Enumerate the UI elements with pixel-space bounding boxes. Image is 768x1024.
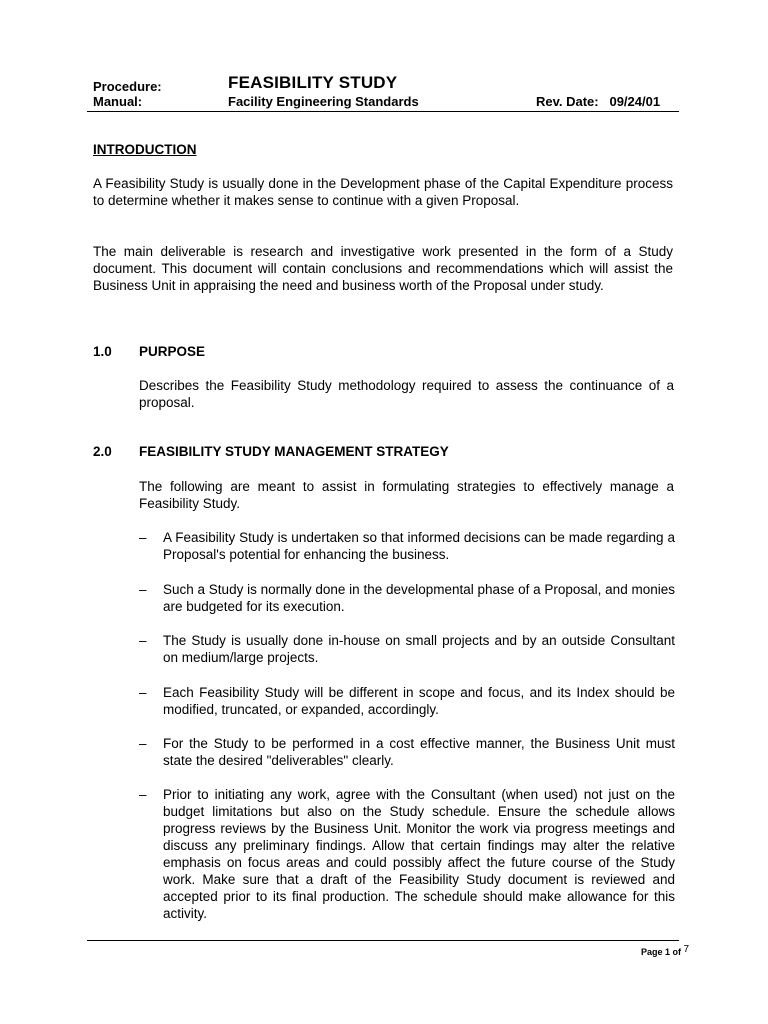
section-1-text: Describes the Feasibility Study methodology required to assess the continuance of a proposal. [139,378,674,410]
header-manual-row [93,94,679,112]
intro-paragraph-1: A Feasibility Study is usually done in the Development phase of the Capital Expenditure process to determine whether it makes sense to continue with a given Proposal. [93,176,673,208]
bullet-text: A Feasibility Study is undertaken so that informed decisions can be made regarding a Proposal's potential for enhancing the business. [163,530,675,562]
bullet-text: For the Study to be performed in a cost effective manner, the Business Unit must state the desired "deliverables" clearly. [163,736,675,768]
intro-paragraph-2: The main deliverable is research and investigative work presented in the form of a Study document. This document will contain conclusions and recommendations which will assist the Business Unit in appraising the need and business worth of the Proposal under study. [93,244,673,293]
bullet-text: Prior to initiating any work, agree with the Consultant (when used) not just on the budget limitations but also on the Study schedule. Ensure the schedule allows progress reviews by the Business Unit. Monitor the work via progress meetings and discuss any preliminary findings. Allow that certain findings may alter the relative emphasis on focus areas and could possibly affect the future course of the Study work. Make sure that a draft of the Feasibility Study document is reviewed and accepted prior to its final production. The schedule should make allowance for this activity. [163,787,675,921]
bullet-item [139,581,675,615]
dash-bullet: – [139,685,147,700]
procedure-label: Procedure: [93,79,162,94]
section-2-title: FEASIBILITY STUDY MANAGEMENT STRATEGY [139,444,449,459]
section-1-title: PURPOSE [139,344,206,359]
rev-date [536,94,660,109]
dash-bullet: – [139,530,147,545]
introduction-heading: INTRODUCTION [93,142,197,157]
footer-divider [87,940,679,941]
bullet-item [139,786,675,922]
dash-bullet: – [139,736,147,751]
bullet-item [139,684,675,718]
header-procedure-row [93,73,679,93]
rev-date-label: Rev. Date: [536,94,599,109]
bullet-text: The Study is usually done in-house on small projects and by an outside Consultant on medium/large projects. [163,633,675,665]
rev-date-value: 09/24/01 [609,94,661,109]
dash-bullet: – [139,633,147,648]
section-2-number: 2.0 [93,444,112,459]
bullet-text: Such a Study is normally done in the developmental phase of a Proposal, and monies are budgeted for its execution. [163,582,675,614]
manual-label: Manual: [93,94,143,109]
header-divider [87,111,679,112]
manual-value: Facility Engineering Standards [228,94,419,109]
bullet-item [139,632,675,666]
bullet-item [139,735,675,769]
document-title: FEASIBILITY STUDY [228,73,398,92]
page-number [641,944,689,957]
section-1-number: 1.0 [93,344,112,359]
bullet-text: Each Feasibility Study will be different in scope and focus, and its Index should be modified, truncated, or expanded, accordingly. [163,685,675,717]
page-total: 7 [683,944,690,955]
dash-bullet: – [139,582,147,597]
section-2-text: The following are meant to assist in formulating strategies to effectively manage a Feasibility Study. [139,479,674,511]
page-number-text: Page 1 of [641,947,682,957]
bullet-item [139,529,675,563]
dash-bullet: – [139,787,147,802]
